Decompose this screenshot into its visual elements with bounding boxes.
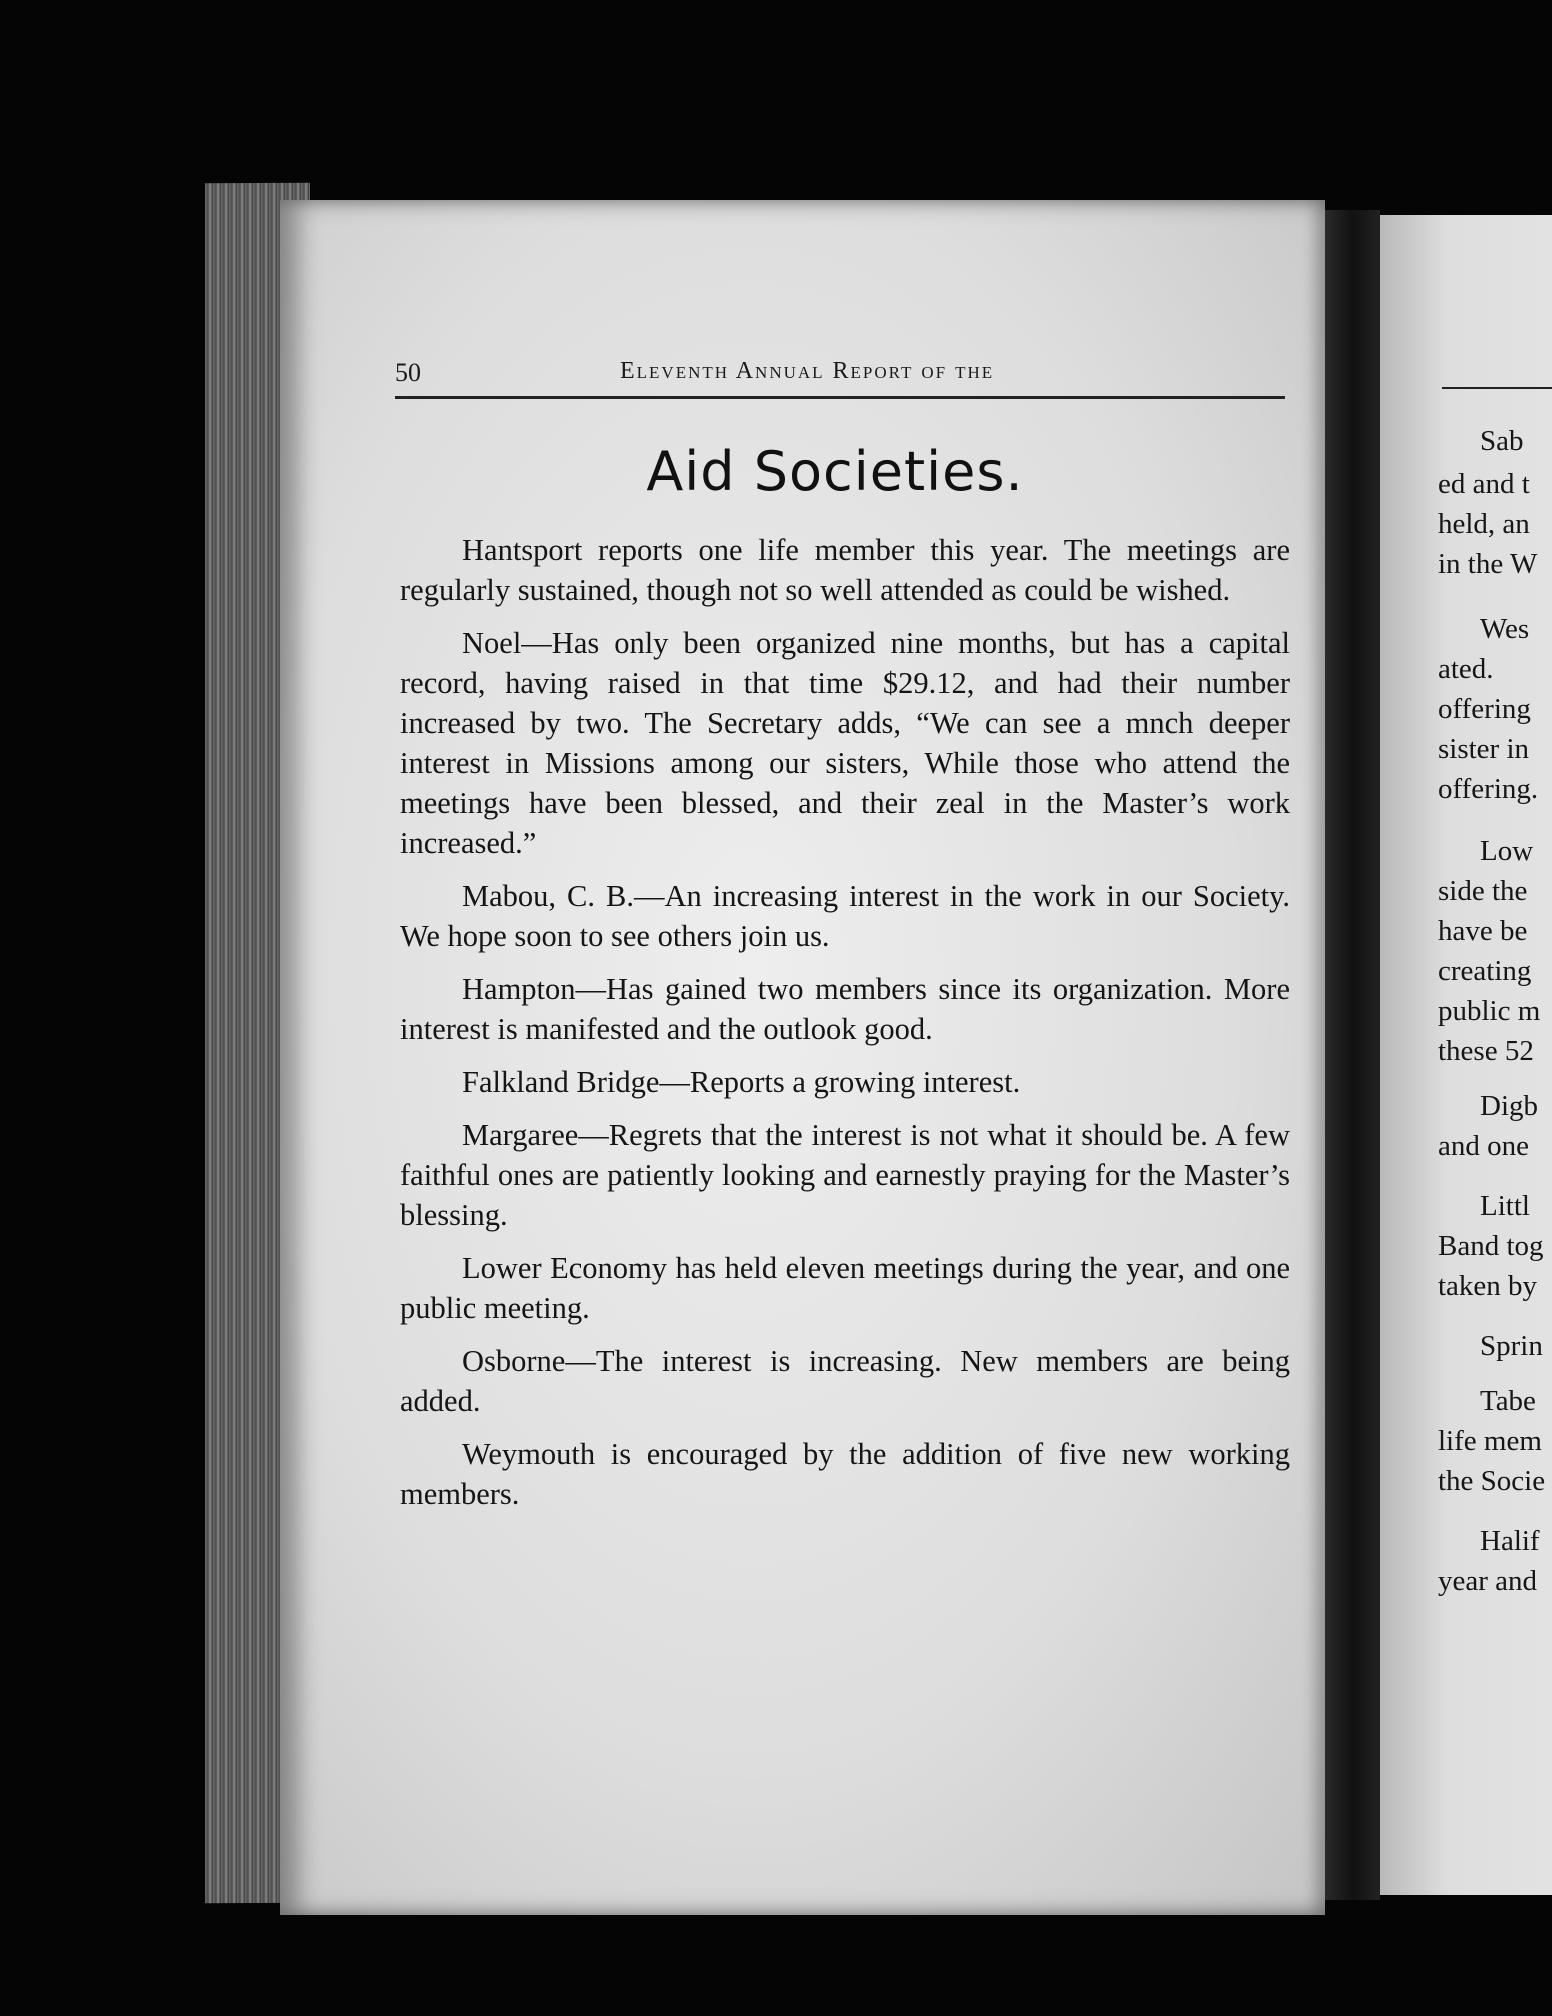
fragment-line: life mem	[1438, 1425, 1542, 1457]
section-title: Aid Societies.	[646, 440, 1024, 503]
book-gutter	[1325, 210, 1380, 1900]
fragment-line: offering	[1438, 693, 1531, 725]
fragment-line: held, an	[1438, 508, 1530, 540]
fragment-line: Digb	[1480, 1090, 1538, 1122]
fragment-line: ed and t	[1438, 468, 1530, 500]
paragraph-margaree: Margaree—Regrets that the interest is not what it should be. A few faithful ones are patiently looking and earnestly praying for the Master’s blessing.	[400, 1118, 1290, 1232]
fragment-line: Sab	[1480, 425, 1524, 457]
fragment-line: Low	[1480, 835, 1534, 867]
fragment-line: taken by	[1438, 1270, 1538, 1302]
fragment-line: Tabe	[1480, 1385, 1536, 1417]
fragment-line: have be	[1438, 915, 1528, 947]
fragment-line: public m	[1438, 995, 1541, 1027]
fragment-line: Sprin	[1480, 1330, 1543, 1362]
fragment-line: the Socie	[1438, 1465, 1546, 1497]
paragraph-weymouth: Weymouth is encouraged by the addition of five new working members.	[400, 1437, 1290, 1511]
fragment-line: ated.	[1438, 653, 1494, 685]
fragment-line: creating	[1438, 955, 1532, 987]
fragment-line: offering.	[1438, 773, 1539, 805]
right-page-fragment	[1380, 215, 1552, 1895]
fragment-line: in the W	[1438, 548, 1538, 580]
paragraph-lower-economy: Lower Economy has held eleven meetings during the year, and one public meeting.	[400, 1251, 1290, 1325]
paragraph-hantsport: Hantsport reports one life member this year. The meetings are regularly sustained, though not so well attended as could be wished.	[400, 533, 1290, 607]
running-title: Eleventh Annual Report of the	[620, 358, 995, 384]
running-head	[395, 352, 1285, 399]
fragment-line: sister in	[1438, 733, 1530, 765]
right-page-rule	[1442, 387, 1552, 389]
fragment-line: Littl	[1480, 1190, 1530, 1222]
fragment-line: Wes	[1480, 613, 1530, 645]
fragment-line: Band tog	[1438, 1230, 1544, 1262]
paragraph-hampton: Hampton—Has gained two members since its organization. More interest is manifested and the outlook good.	[400, 972, 1290, 1046]
paragraph-mabou: Mabou, C. B.—An increasing interest in the work in our Society. We hope soon to see others join us.	[400, 879, 1290, 953]
body-text	[400, 530, 1290, 1527]
fragment-line: these 52	[1438, 1035, 1534, 1067]
fragment-line: Halif	[1480, 1525, 1540, 1557]
fragment-line: year and	[1438, 1565, 1538, 1597]
paragraph-osborne: Osborne—The interest is increasing. New members are being added.	[400, 1344, 1290, 1418]
fragment-line: and one	[1438, 1130, 1529, 1162]
fragment-line: side the	[1438, 875, 1528, 907]
paragraph-noel: Noel—Has only been organized nine months, but has a capital record, having raised in that time $29.12, and had their number increased by two. The Secretary adds, “We can see a mnch deeper interest in Missions among our sisters, While those who attend the meetings have been blessed, and their zeal in the Master’s work increased.”	[400, 626, 1290, 860]
paragraph-falkland-bridge: Falkland Bridge—Reports a growing interest.	[462, 1065, 1021, 1099]
page-number: 50	[395, 358, 421, 387]
